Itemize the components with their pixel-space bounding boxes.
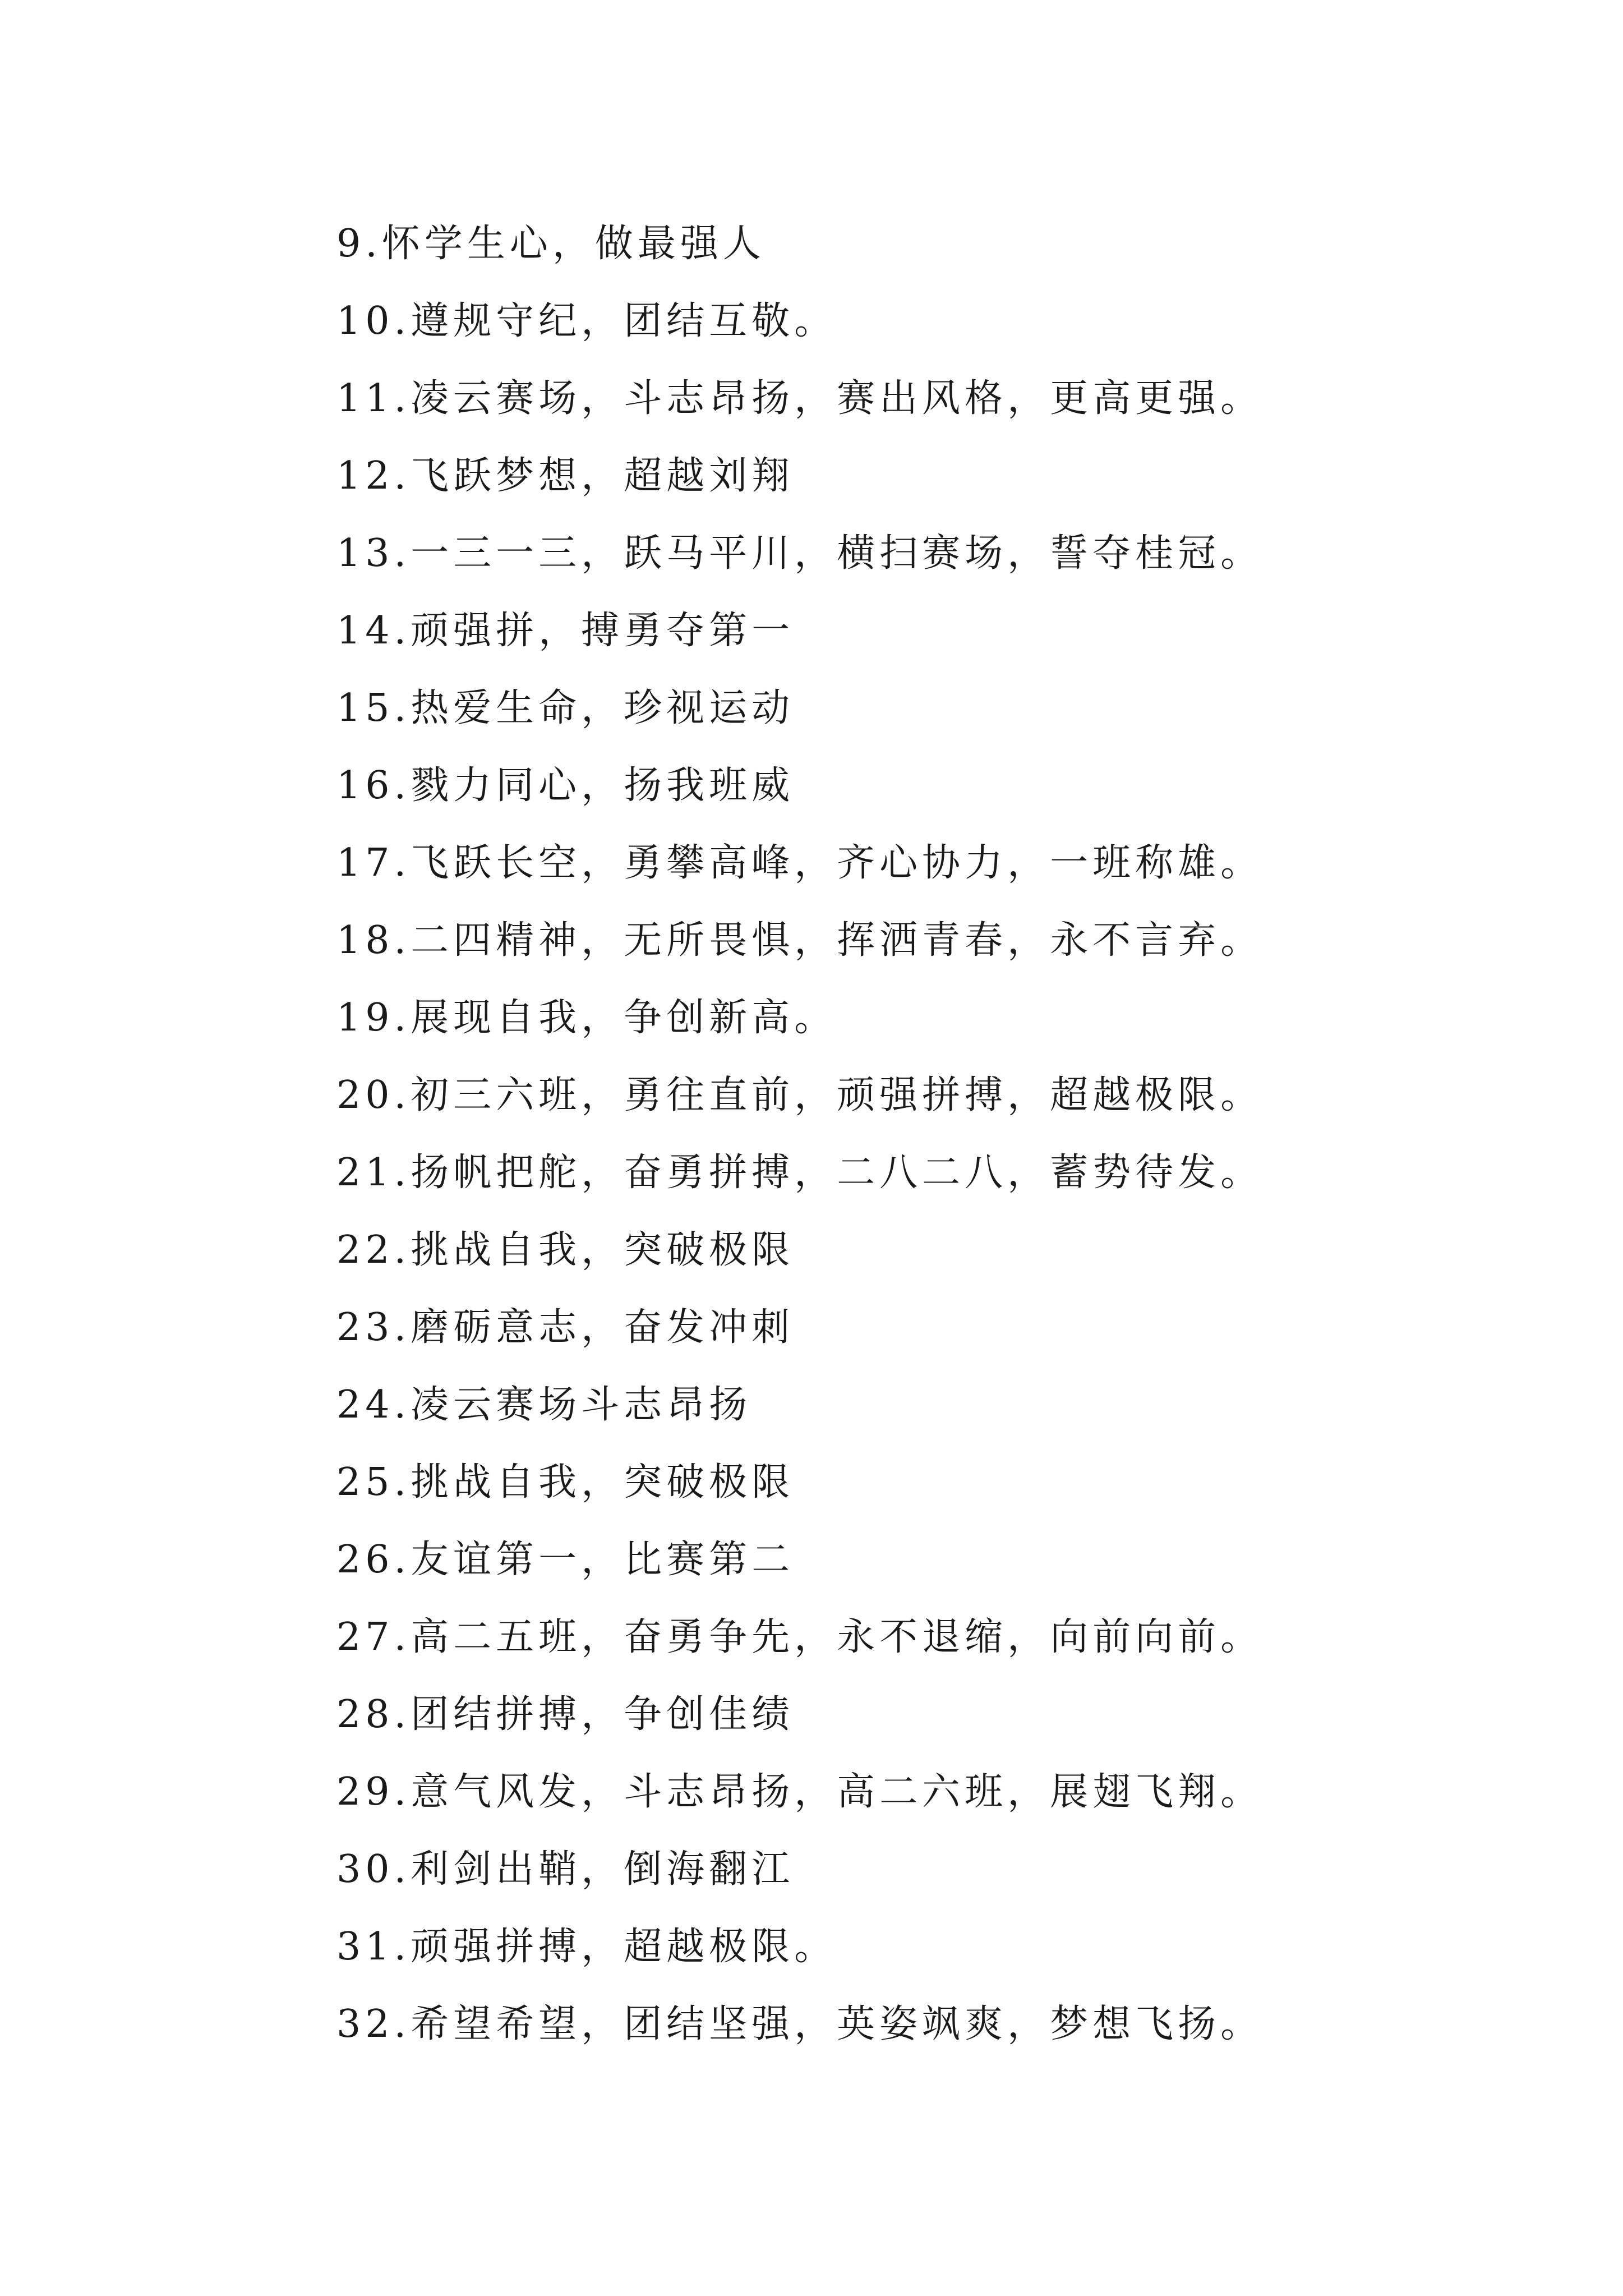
list-item: 27.高二五班，奋勇争先，永不退缩，向前向前。 xyxy=(336,1615,1264,1659)
list-item: 21.扬帆把舵，奋勇拼搏，二八二八，蓄势待发。 xyxy=(336,1151,1264,1195)
list-item: 10.遵规守纪，团结互敬。 xyxy=(336,299,837,343)
list-item: 26.友谊第一，比赛第二 xyxy=(336,1538,795,1582)
list-item: 16.戮力同心，扬我班威 xyxy=(336,763,795,808)
list-item: 23.磨砺意志，奋发冲刺 xyxy=(336,1305,795,1350)
list-item: 22.挑战自我，突破极限 xyxy=(336,1228,795,1272)
list-item: 15.热爱生命，珍视运动 xyxy=(336,686,795,730)
list-item: 20.初三六班，勇往直前，顽强拼搏，超越极限。 xyxy=(336,1073,1264,1117)
list-item: 13.一三一三，跃马平川，横扫赛场，誓夺桂冠。 xyxy=(336,531,1264,576)
list-item: 19.展现自我，争创新高。 xyxy=(336,996,837,1040)
slogan-list xyxy=(336,205,1514,2063)
list-item: 28.团结拼搏，争创佳绩 xyxy=(336,1692,795,1737)
list-item: 12.飞跃梦想，超越刘翔 xyxy=(336,454,795,498)
list-item: 25.挑战自我，突破极限 xyxy=(336,1460,795,1504)
list-item: 30.利剑出鞘，倒海翻江 xyxy=(336,1847,795,1892)
list-item: 14.顽强拼，搏勇夺第一 xyxy=(336,609,795,653)
list-item: 29.意气风发，斗志昂扬，高二六班，展翅飞翔。 xyxy=(336,1770,1264,1814)
list-item: 17.飞跃长空，勇攀高峰，齐心协力，一班称雄。 xyxy=(336,841,1264,885)
list-item: 24.凌云赛场斗志昂扬 xyxy=(336,1383,752,1427)
list-item: 9.怀学生心，做最强人 xyxy=(336,222,766,266)
list-item: 32.希望希望，团结坚强，英姿飒爽，梦想飞扬。 xyxy=(336,2002,1264,2046)
list-item: 31.顽强拼搏，超越极限。 xyxy=(336,1925,837,1969)
list-item: 18.二四精神，无所畏惧，挥洒青春，永不言弃。 xyxy=(336,918,1264,963)
list-item: 11.凌云赛场，斗志昂扬，赛出风格，更高更强。 xyxy=(336,376,1264,421)
